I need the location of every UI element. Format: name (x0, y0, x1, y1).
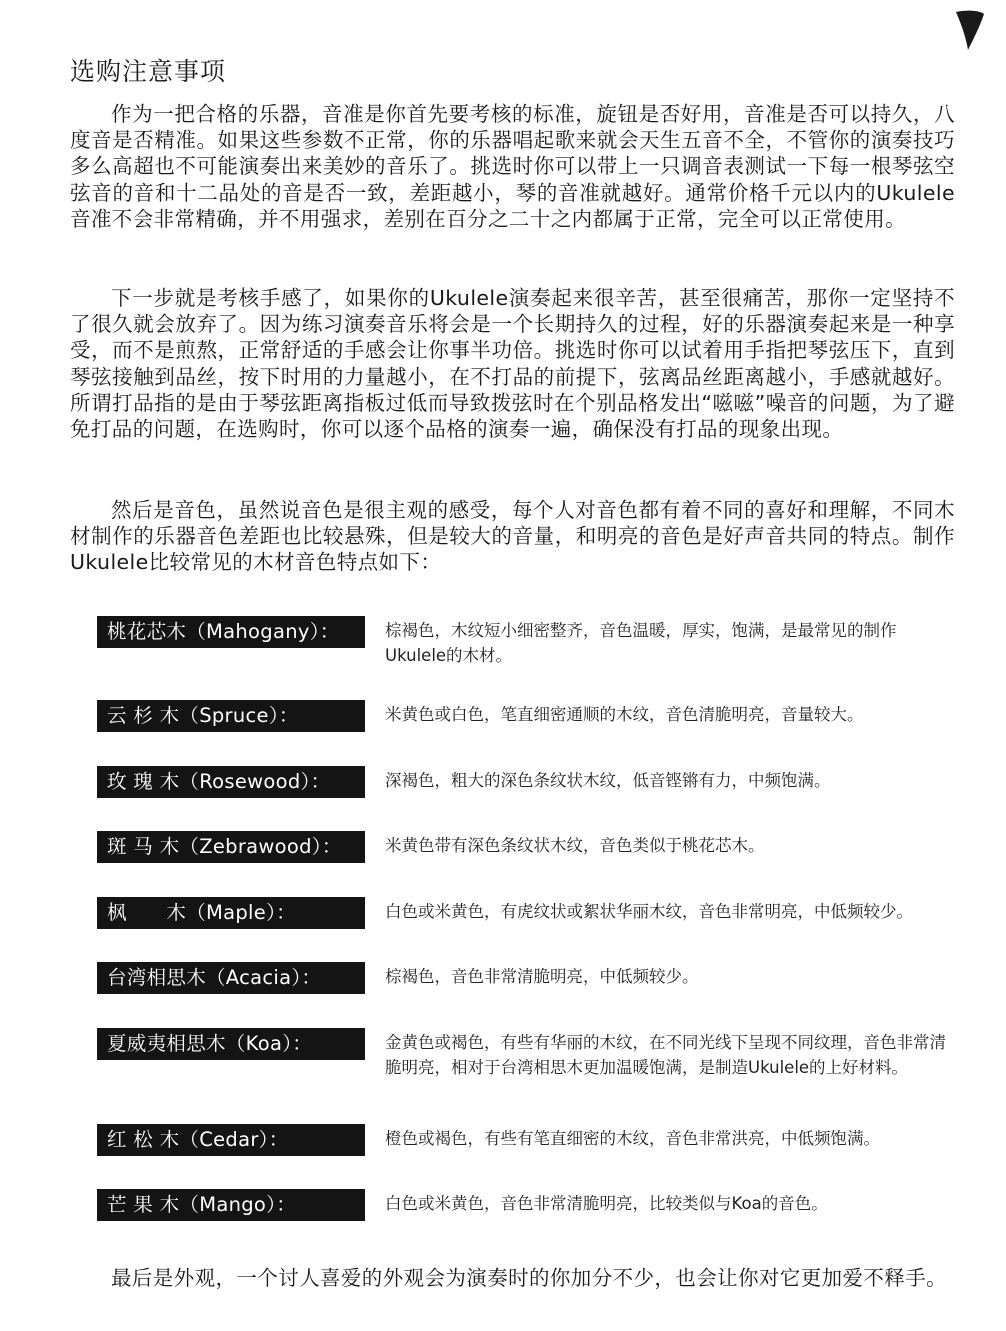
wood-description: 棕褐色，木纹短小细密整齐，音色温暖，厚实，饱满，是最常见的制作Ukulele的木材。 (385, 621, 897, 665)
wood-name-label: 桃花芯木（Mahogany）： (97, 616, 365, 648)
wood-description: 米黄色或白色，笔直细密通顺的木纹，音色清脆明亮，音量较大。 (385, 705, 864, 724)
section-title: 选购注意事项 (70, 57, 227, 86)
wood-name-label: 台湾相思木（Acacia）： (97, 962, 365, 994)
wood-name-label: 芒 果 木（Mango）： (97, 1189, 365, 1221)
wood-description: 米黄色带有深色条纹状木纹，音色类似于桃花芯木。 (385, 836, 765, 855)
corner-brush-mark (952, 8, 986, 52)
paragraph-appearance: 最后是外观，一个讨人喜爱的外观会为演奏时的你加分不少，也会让你对它更加爱不释手。 (111, 1266, 947, 1290)
paragraph-intonation: 作为一把合格的乐器，音准是你首先要考核的标准，旋钮是否好用，音准是否可以持久，八度音是否精准。如果这些参数不正常，你的乐器唱起歌来就会天生五音不全，不管你的演奏技巧多么高超也不可能演奏出来美妙的音乐了。挑选时你可以带上一只调音表测试一下每一根琴弦空弦音的音和十二品处的音是否一致，差距越小，琴的音准就越好。通常价格千元以内的Ukulele音准不会非常精确，并不用强求，差别在百分之二十之内都属于正常，完全可以正常使用。 (70, 102, 955, 231)
wood-name-label: 云 杉 木（Spruce）： (97, 700, 365, 732)
wood-description: 橙色或褐色，有些有笔直细密的木纹，音色非常洪亮，中低频饱满。 (385, 1129, 880, 1148)
wood-description: 金黄色或褐色，有些有华丽的木纹，在不同光线下呈现不同纹理，音色非常清脆明亮，相对于台湾相思木更加温暖饱满，是制造Ukulele的上好材料。 (385, 1033, 946, 1077)
wood-name-label: 枫 木（Maple）： (97, 897, 365, 929)
wood-description: 白色或米黄色，音色非常清脆明亮，比较类似与Koa的音色。 (385, 1194, 828, 1213)
wood-name-label: 斑 马 木（Zebrawood）： (97, 831, 365, 863)
wood-description: 深褐色，粗大的深色条纹状木纹，低音铿锵有力，中频饱满。 (385, 771, 831, 790)
wood-name-label: 夏威夷相思木（Koa）： (97, 1028, 365, 1060)
wood-name-label: 红 松 木（Cedar）： (97, 1124, 365, 1156)
wood-description: 白色或米黄色，有虎纹状或絮状华丽木纹，音色非常明亮，中低频较少。 (385, 902, 913, 921)
paragraph-tone: 然后是音色，虽然说音色是很主观的感受，每个人对音色都有着不同的喜好和理解，不同木材制作的乐器音色差距也比较悬殊，但是较大的音量，和明亮的音色是好声音共同的特点。制作Ukulele比较常见的木材音色特点如下： (70, 498, 955, 575)
paragraph-playability: 下一步就是考核手感了，如果你的Ukulele演奏起来很辛苦，甚至很痛苦，那你一定坚持不了很久就会放弃了。因为练习演奏音乐将会是一个长期持久的过程，好的乐器演奏起来是一种享受，而不是煎熬，正常舒适的手感会让你事半功倍。挑选时你可以试着用手指把琴弦压下，直到琴弦接触到品丝，按下时用的力量越小，在不打品的前提下，弦离品丝距离越小，手感就越好。所谓打品指的是由于琴弦距离指板过低而导致拨弦时在个别品格发出“嗞嗞”噪音的问题，为了避免打品的问题，在选购时，你可以逐个品格的演奏一遍，确保没有打品的现象出现。 (70, 286, 955, 442)
wood-name-label: 玫 瑰 木（Rosewood）： (97, 766, 365, 798)
wood-description: 棕褐色，音色非常清脆明亮，中低频较少。 (385, 967, 699, 986)
